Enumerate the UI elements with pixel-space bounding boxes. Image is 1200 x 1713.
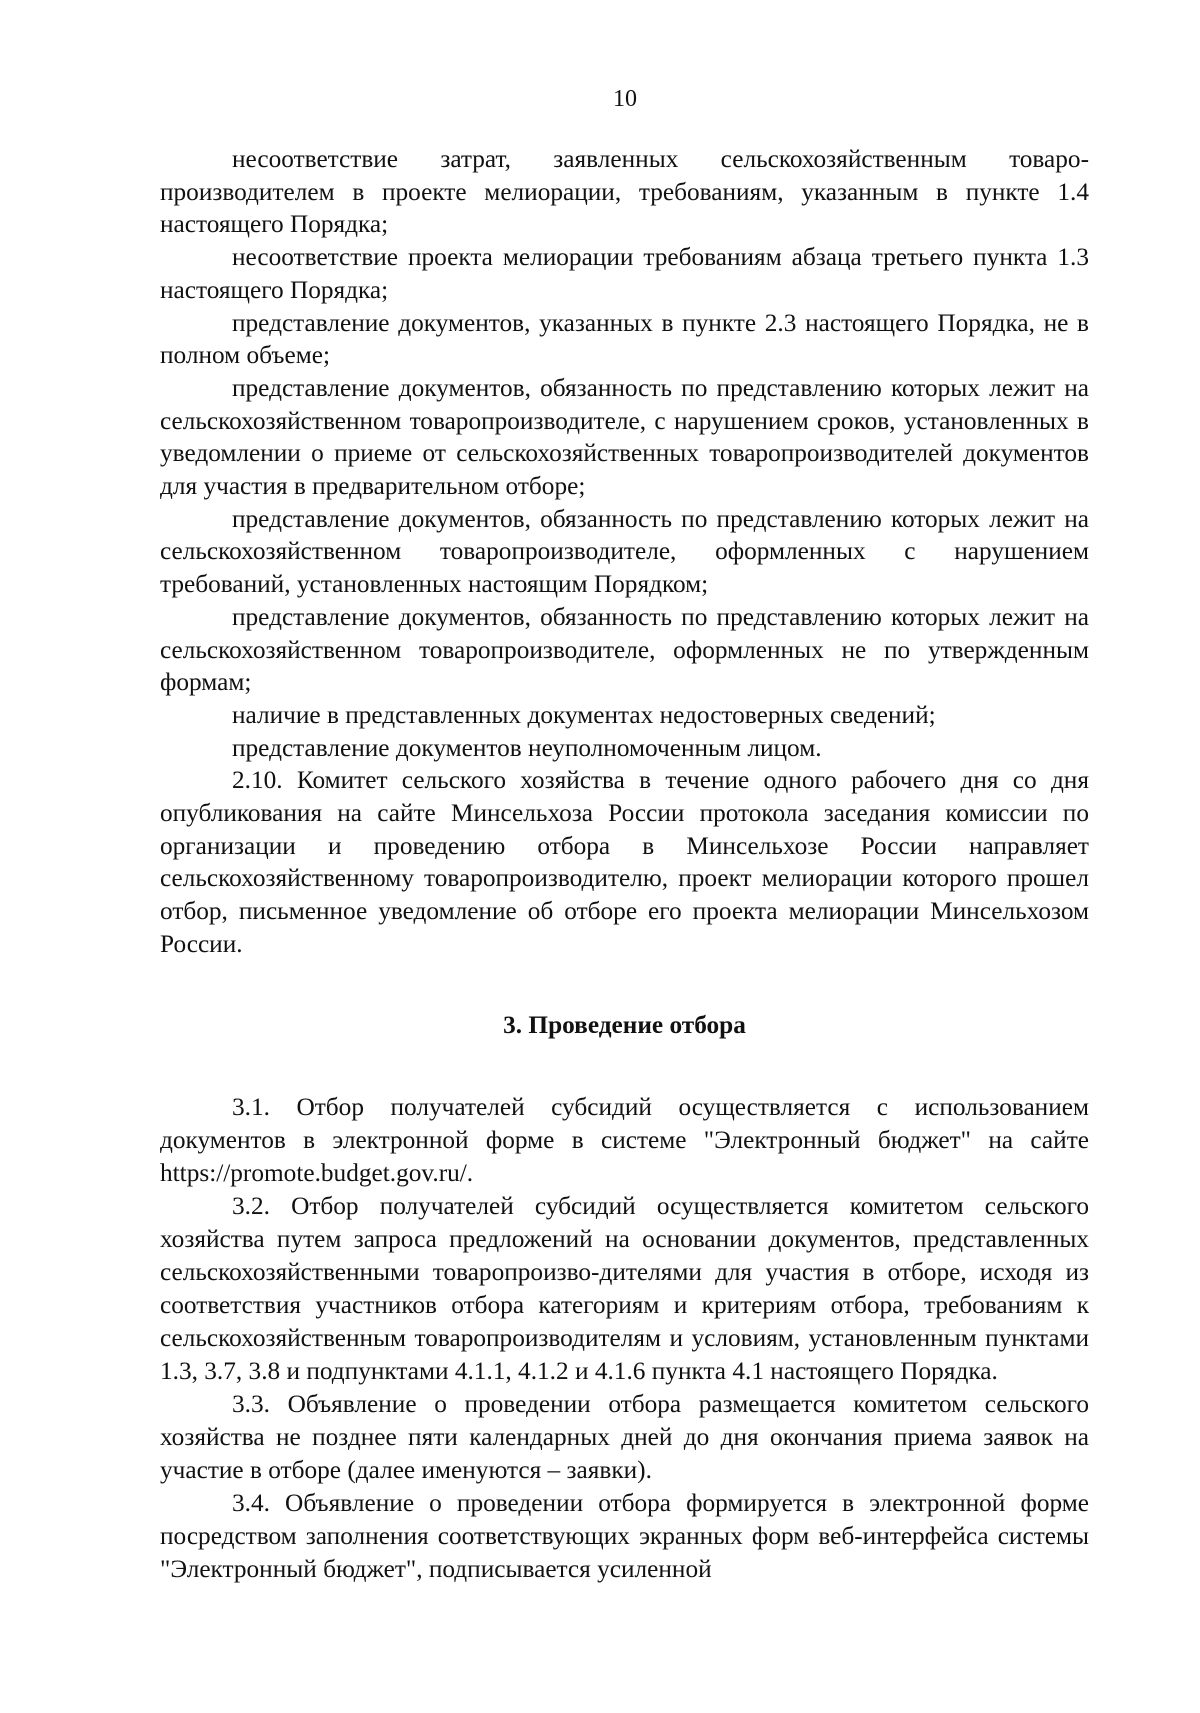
paragraph: 3.2. Отбор получателей субсидий осуществляется комитетом сельского хозяйства путем запроса предложений на основании документов, представленных сельскохозяйственными товаропроизво-дителями для участия в отборе, исходя из соответствия участников отбора категориям и критериям отбора, требованиям к сельскохозяйственным товаропроизводителям и условиям, установленным пунктами 1.3, 3.7, 3.8 и подпунктами 4.1.1, 4.1.2 и 4.1.6 пункта 4.1 настоящего Порядка. [160,1191,1089,1385]
paragraph: наличие в представленных документах недостоверных сведений; [232,700,936,729]
document-body [160,143,1089,1586]
paragraph: представление документов неуполномоченным лицом. [232,733,822,762]
section-heading: 3. Проведение отбора [503,1011,746,1040]
paragraph: 3.1. Отбор получателей субсидий осуществляется с использованием документов в электронной форме в системе "Электронный бюджет" на сайте https://promote.budget.gov.ru/. [160,1092,1089,1187]
paragraph: 2.10. Комитет сельского хозяйства в течение одного рабочего дня со дня опубликования на сайте Минсельхоза России протокола заседания комиссии по организации и проведению отбора в Минсельхозе России направляет сельскохозяйственному товаропроизводителю, проект мелиорации которого прошел отбор, письменное уведомление об отборе его проекта мелиорации Минсельхозом России. [160,766,1089,958]
paragraph: 3.3. Объявление о проведении отбора размещается комитетом сельского хозяйства не позднее пяти календарных дней до дня окончания приема заявок на участие в отборе (далее именуются – заявки). [160,1389,1089,1484]
paragraph: представление документов, обязанность по представлению которых лежит на сельскохозяйственном товаропроизводителе, оформленных не по утвержденным формам; [160,602,1089,697]
paragraph: представление документов, обязанность по представлению которых лежит на сельскохозяйственном товаропроизводителе, с нарушением сроков, установленных в уведомлении о приеме от сельскохозяйственных товаропроизводителей документов для участия в предварительном отборе; [160,373,1089,501]
page-number: 10 [613,86,637,112]
paragraph: несоответствие проекта мелиорации требованиям абзаца третьего пункта 1.3 настоящего Порядка; [160,243,1089,304]
section-before [160,143,1089,961]
section-3 [160,1091,1089,1586]
paragraph: представление документов, обязанность по представлению которых лежит на сельскохозяйственном товаропроизводителе, оформленных с нарушением требований, установленных настоящим Порядком; [160,504,1089,599]
paragraph: 3.4. Объявление о проведении отбора формируется в электронной форме посредством заполнения соответствующих экранных форм веб-интерфейса системы "Электронный бюджет", подписывается усиленной [160,1488,1089,1583]
paragraph: представление документов, указанных в пункте 2.3 настоящего Порядка, не в полном объеме; [160,308,1089,370]
paragraph: несоответствие затрат, заявленных сельскохозяйственным товаро-производителем в проекте мелиорации, требованиям, указанным в пункте 1.4 настоящего Порядка; [160,145,1089,239]
